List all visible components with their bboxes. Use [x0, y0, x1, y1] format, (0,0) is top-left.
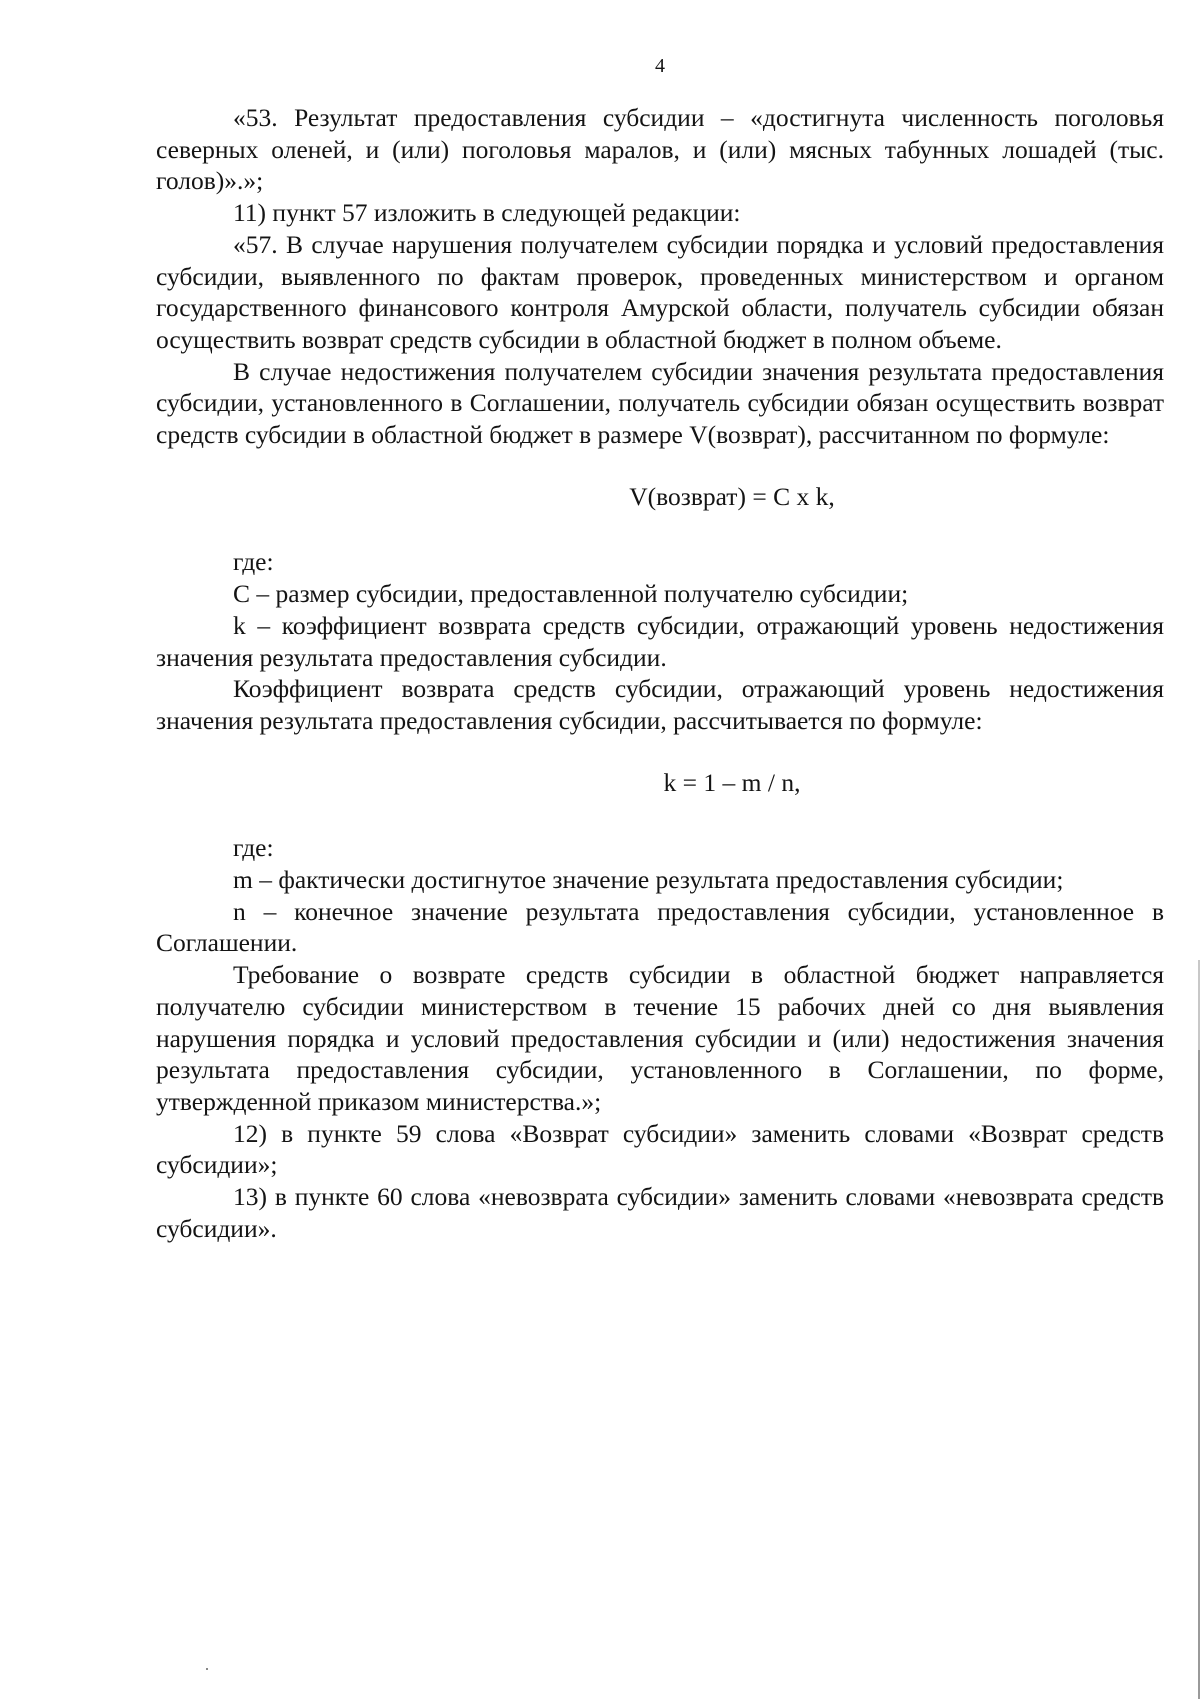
document-body	[156, 102, 1164, 1245]
paragraph-result-53: «53. Результат предоставления субсидии – «достигнута численность поголовья северных оленей, и (или) поголовья маралов, и (или) мясных табунных лошадей (тыс. голов)».»;	[156, 103, 1164, 196]
scan-speck	[206, 1668, 208, 1670]
paragraph-where-1: где:	[233, 547, 274, 577]
paragraph-refund-requirement: Требование о возврате средств субсидии в областной бюджет направляется получателю субсидии министерством в течение 15 рабочих дней со дня выявления нарушения порядка и условий предоставления субсидии и (или) недостижения значения результата предоставления субсидии, установленного в Соглашении, по форме, утвержденной приказом министерства.»;	[156, 960, 1164, 1116]
paragraph-definition-m: m – фактически достигнутое значение результата предоставления субсидии;	[233, 865, 1064, 895]
paragraph-definition-k: k – коэффициент возврата средств субсидии, отражающий уровень недостижения значения результата предоставления субсидии.	[156, 610, 1164, 672]
paragraph-coefficient-intro: Коэффициент возврата средств субсидии, отражающий уровень недостижения значения результата предоставления субсидии, рассчитывается по формуле:	[156, 674, 1164, 735]
page-number: 4	[655, 55, 665, 77]
paragraph-item-13: 13) в пункте 60 слова «невозврата субсидии» заменить словами «невозврата средств субсидии».	[156, 1182, 1164, 1243]
paragraph-where-2: где:	[233, 833, 274, 863]
paragraph-point-57: «57. В случае нарушения получателем субсидии порядка и условий предоставления субсидии, выявленного по фактам проверок, проведенных министерством и органом государственного финансового контроля Амурской области, получатель субсидии обязан осуществить возврат средств субсидии в областной бюджет в полном объеме.	[156, 229, 1164, 354]
paragraph-definition-c: C – размер субсидии, предоставленной получателю субсидии;	[233, 579, 909, 609]
paragraph-item-11: 11) пункт 57 изложить в следующей редакции:	[233, 198, 741, 228]
paragraph-item-12: 12) в пункте 59 слова «Возврат субсидии» заменить словами «Возврат средств субсидии»;	[156, 1118, 1164, 1180]
paragraph-definition-n: n – конечное значение результата предоставления субсидии, установленное в Соглашении.	[156, 896, 1164, 958]
formula-refund-volume: V(возврат) = C x k,	[629, 481, 835, 511]
formula-coefficient: k = 1 – m / n,	[663, 767, 801, 797]
paragraph-nonachievement: В случае недостижения получателем субсидии значения результата предоставления субсидии, установленного в Соглашении, получатель субсидии обязан осуществить возврат средств субсидии в областной бюджет в размере V(возврат), рассчитанном по формуле:	[156, 356, 1164, 450]
